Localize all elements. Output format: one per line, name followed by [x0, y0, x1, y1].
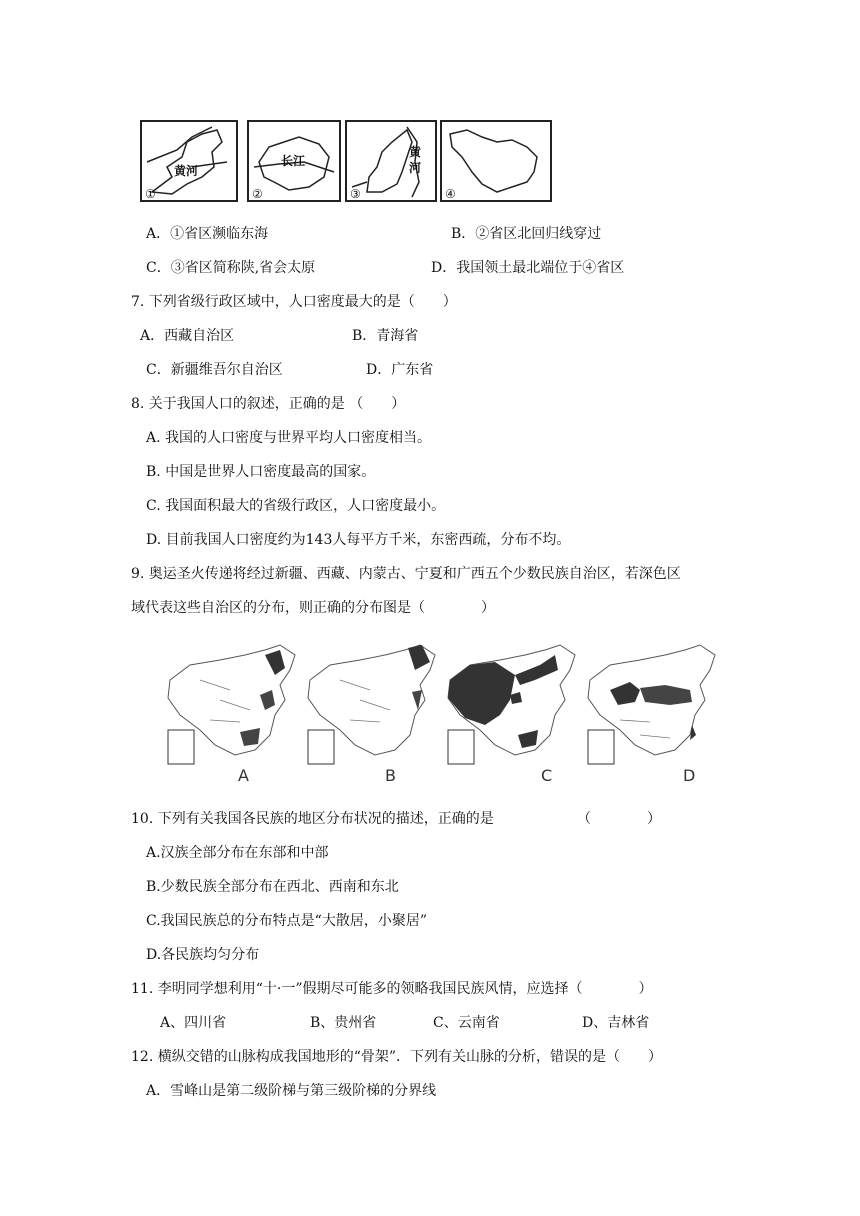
- province-box-4: [440, 120, 552, 202]
- box-number-3: ③: [350, 187, 361, 201]
- q11-stem: 11. 李明同学想利用“十·一”假期尽可能多的领略我国民族风情，应选择（ ）: [131, 981, 653, 997]
- box-number-4: ④: [445, 187, 456, 201]
- box-number-2: ②: [252, 187, 263, 201]
- q8-stem: 8. 关于我国人口的叙述，正确的是 （ ）: [131, 396, 406, 412]
- river-label-3: 黄河: [409, 145, 422, 175]
- q12-stem: 12. 横纵交错的山脉构成我国地形的“骨架”．下列有关山脉的分析，错误的是（ ）: [131, 1049, 663, 1065]
- map-b: [308, 645, 435, 764]
- map-d: [588, 645, 715, 764]
- q12-option-a: A．雪峰山是第二级阶梯与第三级阶梯的分界线: [146, 1083, 437, 1099]
- province-figure-row: [140, 120, 552, 202]
- q6-option-c: C．③省区简称陕,省会太原: [146, 260, 316, 276]
- map-label-a: A: [238, 766, 249, 785]
- q11-option-a: A、四川省: [160, 1015, 227, 1031]
- map-label-b: B: [385, 766, 396, 785]
- q7-option-b: B．青海省: [352, 328, 419, 344]
- q10-option-b: B.少数民族全部分布在西北、西南和东北: [146, 879, 399, 895]
- q10-stem: 10. 下列有关我国各民族的地区分布状况的描述，正确的是: [131, 811, 494, 827]
- q10-option-a: A.汉族全部分布在东部和中部: [146, 845, 329, 861]
- q10-paren: （ ）: [577, 811, 661, 827]
- q8-option-b: B. 中国是世界人口密度最高的国家。: [146, 464, 376, 480]
- map-a: [168, 645, 295, 764]
- map-c: [448, 645, 575, 764]
- q6-option-a: A．①省区濒临东海: [146, 226, 269, 242]
- province-box-2: [247, 120, 341, 202]
- map-label-c: C: [541, 766, 553, 785]
- province-outline-1: [142, 122, 236, 200]
- q6-option-d: D．我国领土最北端位于④省区: [431, 260, 625, 276]
- china-maps-figure: [160, 640, 732, 790]
- province-box-3: [345, 120, 437, 202]
- river-label-1: 黄河: [174, 164, 199, 178]
- q10-option-d: D.各民族均匀分布: [146, 947, 260, 963]
- q7-option-d: D．广东省: [366, 362, 434, 378]
- q8-option-a: A. 我国的人口密度与世界平均人口密度相当。: [146, 430, 432, 446]
- map-label-d: D: [683, 766, 696, 785]
- province-box-1: [140, 120, 238, 202]
- q8-option-c: C. 我国面积最大的省级行政区，人口密度最小。: [146, 498, 446, 514]
- q7-stem: 7. 下列省级行政区域中，人口密度最大的是（ ）: [131, 294, 457, 310]
- q7-option-a: A．西藏自治区: [140, 328, 235, 344]
- q9-stem-line1: 9. 奥运圣火传递将经过新疆、西藏、内蒙古、宁夏和广西五个少数民族自治区，若深色区: [131, 566, 681, 582]
- q6-option-b: B．②省区北回归线穿过: [451, 226, 602, 242]
- box-number-1: ①: [145, 187, 156, 201]
- q8-option-d: D. 目前我国人口密度约为143人每平方千米，东密西疏，分布不均。: [146, 532, 571, 548]
- q11-option-b: B、贵州省: [310, 1015, 377, 1031]
- q10-option-c: C.我国民族总的分布特点是“大散居，小聚居”: [146, 913, 427, 929]
- q9-stem-line2: 域代表这些自治区的分布，则正确的分布图是（ ）: [131, 600, 495, 616]
- q11-option-d: D、吉林省: [582, 1015, 650, 1031]
- river-label-2: 长江: [281, 154, 306, 168]
- province-outline-4: [442, 122, 550, 200]
- q7-option-c: C．新疆维吾尔自治区: [146, 362, 283, 378]
- q11-option-c: C、云南省: [433, 1015, 500, 1031]
